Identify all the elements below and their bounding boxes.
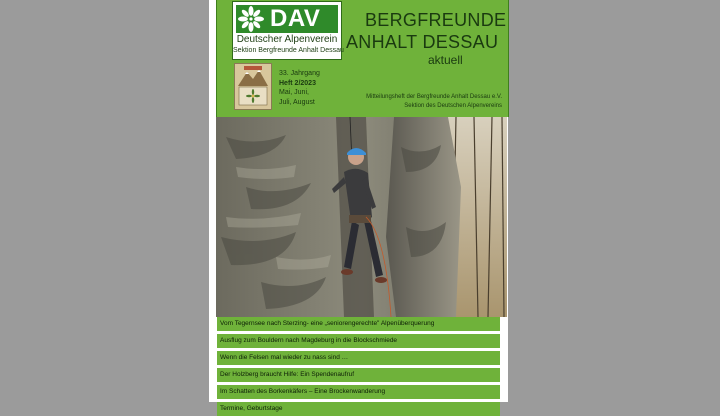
dav-wordmark: DAV — [270, 5, 321, 32]
publisher-line2: Sektion des Deutschen Alpenvereins — [404, 103, 502, 109]
issue-number: Heft 2/2023 — [279, 79, 316, 87]
magazine-cover — [209, 0, 508, 412]
issue-info — [279, 69, 320, 107]
issue-months-1: Mai, Juni, — [279, 89, 309, 96]
edelweiss-icon — [238, 6, 264, 32]
issue-months-2: Juli, August — [279, 98, 315, 106]
cover-title-line2: ANHALT DESSAU — [346, 32, 499, 52]
cover-photo — [216, 117, 507, 317]
toc-item-3[interactable]: Wenn die Felsen mal wieder zu nass sind … — [217, 351, 500, 365]
table-of-contents — [216, 317, 507, 412]
toc-item-6[interactable]: Termine, Geburtstage — [217, 402, 500, 416]
dav-name: Deutscher Alpenverein — [236, 34, 338, 45]
climber-photo — [216, 117, 507, 317]
emblem-image — [235, 64, 271, 109]
dav-logo — [232, 1, 342, 60]
toc-item-1[interactable]: Vom Tegernsee nach Sterzing- eine „seniorengerechte" Alpenüberquerung — [217, 317, 500, 331]
dav-section: Sektion Bergfreunde Anhalt Dessau — [233, 47, 344, 54]
cover-header — [216, 0, 509, 117]
section-emblem — [234, 63, 272, 110]
issue-year: 33. Jahrgang — [279, 70, 320, 77]
toc-item-4[interactable]: Der Holzberg braucht Hilfe: Ein Spendenaufruf — [217, 368, 500, 382]
dav-badge — [236, 5, 338, 33]
publisher-line1: Mitteilungsheft der Bergfreunde Anhalt Dessau e.V. — [366, 94, 502, 100]
toc-item-5[interactable]: Im Schatten des Borkenkäfers – Eine Brockenwanderung — [217, 385, 500, 399]
cover-title-line3: aktuell — [428, 53, 463, 67]
publisher-info — [357, 93, 502, 111]
cover-title-line1: BERGFREUNDE — [365, 10, 507, 30]
toc-item-2[interactable]: Ausflug zum Bouldern nach Magdeburg in die Blockschmiede — [217, 334, 500, 348]
